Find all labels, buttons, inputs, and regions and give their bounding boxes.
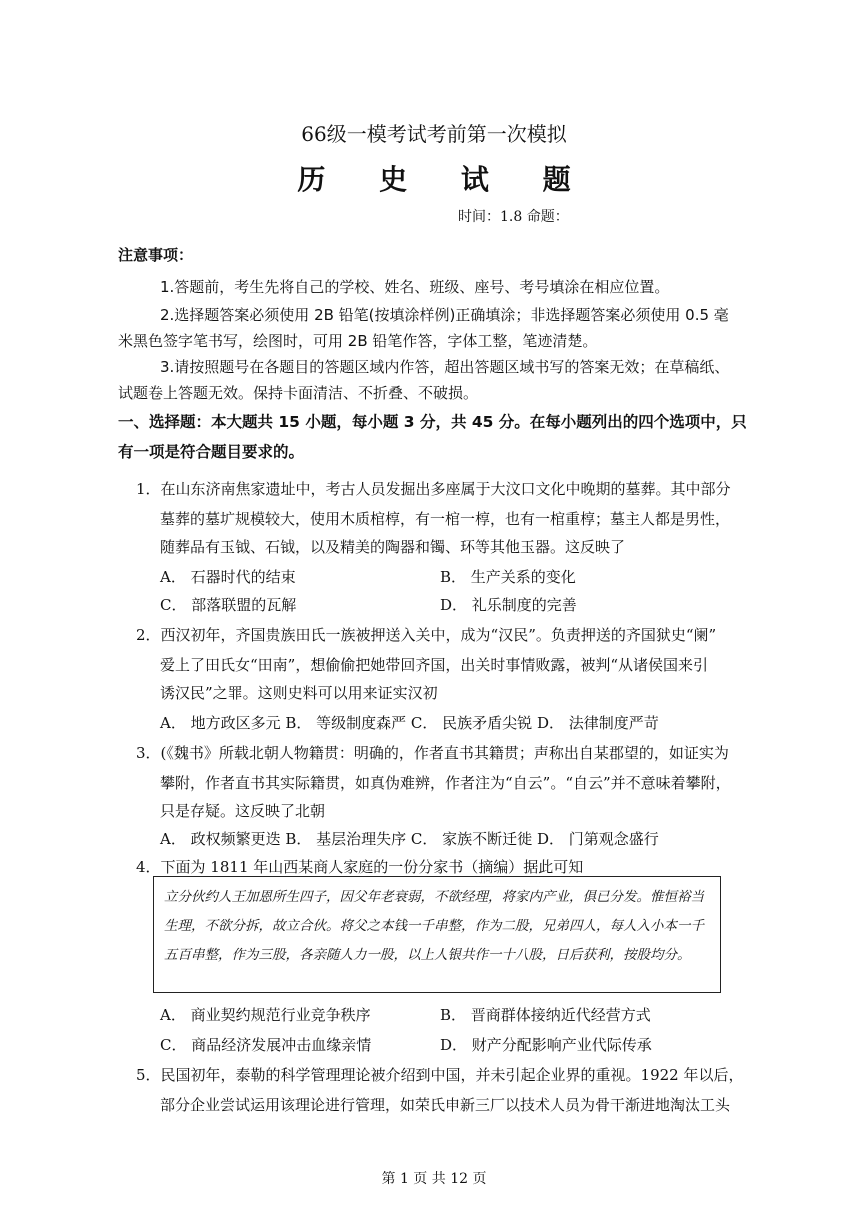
time-line: 时间：1.8 命题： xyxy=(458,209,569,225)
q4-option-c: C． 商品经济发展冲击血缘亲情 xyxy=(160,1036,372,1054)
notice-item-2-line-1: 2.选择题答案必须使用 2B 铅笔(按填涂样例)正确填涂；非选择题答案必须使用 0.5 毫 xyxy=(160,306,729,324)
q4-source-box xyxy=(153,876,721,993)
q4-option-d: D． 财产分配影响产业代际传承 xyxy=(440,1036,652,1054)
page-footer: 第 1 页 共 12 页 xyxy=(381,1171,487,1187)
q5-stem-line-2: 部分企业尝试运用该理论进行管理，如荣氏申新三厂以技术人员为骨干渐进地淘汰工头 xyxy=(160,1096,731,1114)
q2-options: A． 地方政区多元 B． 等级制度森严 C． 民族矛盾尖锐 D． 法律制度严苛 xyxy=(160,714,659,732)
section-1-heading-line-1: 一、选择题：本大题共 15 小题，每小题 3 分，共 45 分。在每小题列出的四个选项中，只 xyxy=(118,413,747,431)
q3-stem-line-1: 3．(《魏书》所载北朝人物籍贯：明确的，作者直书其籍贯；声称出自某郡望的，如证实为 xyxy=(136,744,729,762)
notice-item-1: 1.答题前，考生先将自己的学校、姓名、班级、座号、考号填涂在相应位置。 xyxy=(160,278,670,296)
section-1-heading-line-2: 有一项是符合题目要求的。 xyxy=(118,443,305,461)
q1-option-c: C． 部落联盟的瓦解 xyxy=(160,596,297,614)
notice-heading: 注意事项： xyxy=(118,246,194,264)
q2-stem-line-3: 诱汉民”之罪。这则史料可以用来证实汉初 xyxy=(160,684,438,702)
notice-item-3-line-2: 试题卷上答题无效。保持卡面清洁、不折叠、不破损。 xyxy=(118,384,479,402)
q1-stem-line-1: 1．在山东济南焦家遗址中，考古人员发掘出多座属于大汶口文化中晚期的墓葬。其中部分 xyxy=(136,480,731,498)
q3-stem-line-2: 攀附，作者直书其实际籍贯，如真伪难辨，作者注为“自云”。“自云”并不意味着攀附， xyxy=(160,774,731,792)
q3-stem-line-3: 只是存疑。这反映了北朝 xyxy=(160,802,326,820)
q4-option-a: A． 商业契约规范行业竞争秩序 xyxy=(160,1006,371,1024)
q1-stem-line-2: 墓葬的墓圹规模较大，使用木质棺椁，有一棺一椁，也有一棺重椁；墓主人都是男性， xyxy=(160,510,731,528)
q5-stem-line-1: 5．民国初年，泰勒的科学管理理论被介绍到中国，并未引起企业界的重视。1922 年以后， xyxy=(136,1066,744,1084)
exam-title: 66级一模考试考前第一次模拟 xyxy=(301,122,567,146)
notice-item-3-line-1: 3.请按照题号在各题目的答题区域内作答，超出答题区域书写的答案无效；在草稿纸、 xyxy=(160,358,730,376)
q3-options: A． 政权频繁更迭 B． 基层治理失序 C． 家族不断迁徙 D． 门第观念盛行 xyxy=(160,830,659,848)
notice-item-2-line-2: 米黑色签字笔书写，绘图时，可用 2B 铅笔作答，字体工整，笔迹清楚。 xyxy=(118,332,598,350)
q1-option-b: B． 生产关系的变化 xyxy=(440,568,576,586)
q2-stem-line-2: 爱上了田氏女“田南”，想偷偷把她带回齐国，出关时事情败露，被判“从诸侯国来引 xyxy=(160,656,709,674)
q2-stem-line-1: 2．西汉初年，齐国贵族田氏一族被押送入关中，成为“汉民”。负责押送的齐国狱史“阑” xyxy=(136,626,717,644)
q1-option-d: D． 礼乐制度的完善 xyxy=(440,596,577,614)
q1-stem-line-3: 随葬品有玉钺、石钺，以及精美的陶器和镯、环等其他玉器。这反映了 xyxy=(160,538,626,556)
q4-option-b: B． 晋商群体接纳近代经营方式 xyxy=(440,1006,651,1024)
q1-option-a: A． 石器时代的结束 xyxy=(160,568,296,586)
subject-title: 历 史 试 题 xyxy=(297,163,593,196)
q4-source-text: 立分伙约人王加恩所生四子，因父年老衰弱，不欲经理，将家内产业，俱已分发。惟恒裕当生理，不欲分拆，故立合伙。将父之本钱一千串整，作为二股，兄弟四人，每人入小本一千五百串整，作为三股，各亲随人力一股，以上人银共作一十八股，日后获利，按股均分。 xyxy=(164,889,704,963)
q4-stem-line-1: 4．下面为 1811 年山西某商人家庭的一份分家书（摘编）据此可知 xyxy=(136,858,584,876)
